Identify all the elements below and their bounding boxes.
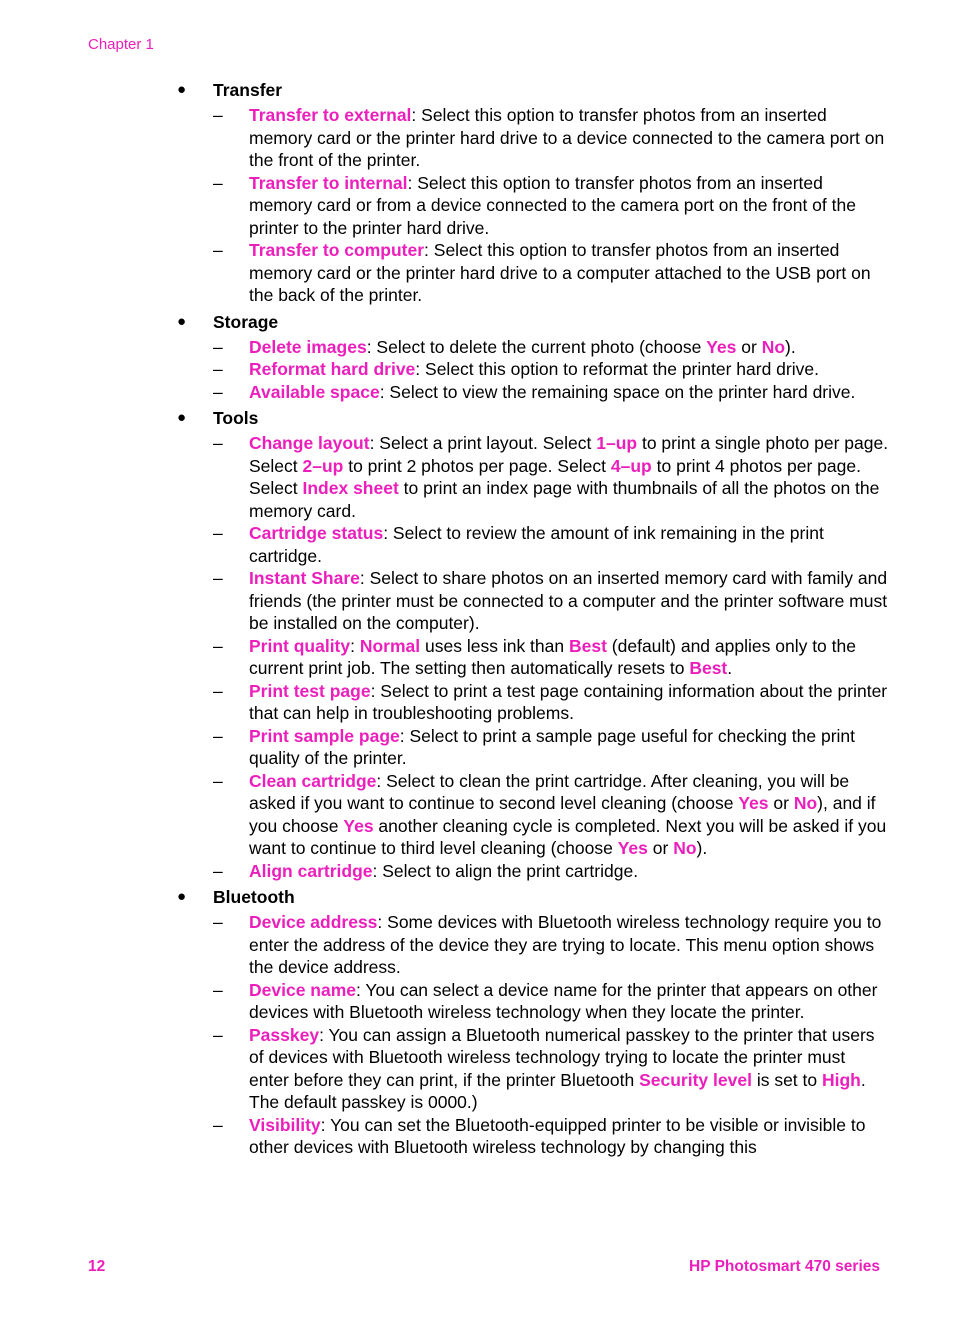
menu-option-term: Normal [359, 635, 421, 656]
item-text: . The default passkey is 0000.) [249, 1069, 866, 1112]
item-text: : [350, 635, 360, 656]
section-title: Storage [213, 311, 279, 332]
list-item [213, 1114, 890, 1159]
item-text: to print a single photo per page. Select [249, 433, 889, 476]
list-item [213, 336, 890, 359]
dash-marker: – [213, 1024, 223, 1045]
menu-option-term: Device address [249, 912, 378, 932]
menu-option-term: Yes [706, 336, 737, 357]
menu-option-term: Print sample page [249, 725, 400, 746]
bullet-icon: ● [177, 409, 187, 426]
item-text: : You can select a device name for the printer that appears on other devices with Bluetooth wireless technology when they locate the printer. [249, 979, 878, 1022]
item-text: ). [785, 336, 796, 357]
bullet-icon: ● [177, 888, 187, 905]
section-title: Bluetooth [213, 887, 295, 907]
list-item [213, 567, 890, 635]
item-text: or [647, 838, 674, 858]
menu-option-term: Yes [343, 815, 374, 836]
item-text: : Some devices with Bluetooth wireless technology require you to enter the address of the device they are trying to locate. This menu option shows the device address. [249, 912, 882, 977]
item-text: is set to [751, 1069, 822, 1090]
dash-marker: – [213, 523, 223, 543]
list-item [213, 172, 890, 240]
list-item [213, 381, 890, 404]
menu-option-term: 2–up [302, 455, 344, 476]
menu-option-term: Passkey [249, 1024, 320, 1045]
item-text: : Select to clean the print cartridge. After cleaning, you will be asked if you want to continue to second level cleaning (choose [249, 770, 850, 813]
item-text: : Select to delete the current photo (choose [366, 336, 707, 357]
item-text: (default) and applies only to the current print job. The setting then automatically resets to [249, 635, 856, 678]
item-text: ). [696, 838, 708, 858]
menu-option-term: Yes [738, 793, 769, 813]
document-body [170, 78, 890, 1162]
menu-option-term: Print quality [249, 635, 351, 656]
menu-option-term: Align cartridge [249, 860, 373, 881]
page-number: 12 [88, 1258, 106, 1275]
item-text: to print an index page with thumbnails of all the photos on the memory card. [249, 478, 880, 521]
dash-marker: – [213, 979, 223, 1000]
item-text: or [736, 336, 762, 357]
menu-option-term: Best [689, 658, 728, 678]
menu-option-term: Best [568, 635, 607, 656]
list-item [213, 770, 890, 860]
dash-marker: – [213, 433, 223, 453]
section-title: Transfer [213, 80, 283, 100]
list-item [213, 680, 890, 725]
menu-option-term: No [761, 336, 786, 357]
item-text: : Select to share photos on an inserted memory card with family and friends (the printer must be connected to a computer and the printer software must be installed on the computer). [249, 568, 888, 633]
menu-option-term: No [793, 793, 818, 813]
dash-marker: – [213, 240, 223, 260]
item-text: : You can assign a Bluetooth numerical passkey to the printer that users of devices with Bluetooth wireless technology trying to locate the printer must enter before they can print, if the printer Bluetooth [249, 1024, 875, 1090]
dash-marker: – [213, 568, 223, 588]
item-text: : Select to print a sample page useful for checking the print quality of the printer. [249, 725, 856, 768]
item-text: : Select a print layout. Select [369, 433, 597, 453]
list-item [213, 635, 890, 680]
bullet-icon: ● [177, 81, 187, 98]
footer-product-name: HP Photosmart 470 series [689, 1258, 880, 1275]
section-storage [170, 310, 890, 404]
section-transfer [170, 78, 890, 307]
list-item [213, 860, 890, 883]
dash-marker: – [213, 381, 223, 402]
menu-option-term: No [673, 838, 697, 858]
item-text: to print 2 photos per page. Select [343, 455, 611, 476]
dash-marker: – [213, 359, 223, 379]
item-text: : Select to print a test page containing information about the printer that can help in troubleshooting problems. [249, 680, 888, 723]
menu-option-term: Delete images [249, 336, 367, 357]
item-text: . [727, 658, 733, 678]
menu-option-term: Cartridge status [249, 523, 384, 543]
menu-option-term: Available space [249, 381, 380, 402]
dash-marker: – [213, 725, 223, 746]
item-text: ), and if you choose [249, 793, 876, 836]
item-text: uses less ink than [420, 635, 569, 656]
list-item [213, 911, 890, 979]
list-item [213, 522, 890, 567]
menu-option-term: Instant Share [249, 568, 360, 588]
menu-option-term: Print test page [249, 680, 371, 701]
section-bluetooth [170, 885, 890, 1159]
menu-option-term: Change layout [249, 433, 370, 453]
list-item [213, 1024, 890, 1114]
list-item [213, 725, 890, 770]
chapter-header: Chapter 1 [88, 36, 154, 53]
list-item [213, 358, 890, 381]
item-text: or [768, 793, 794, 813]
dash-marker: – [213, 680, 223, 701]
item-text: to print 4 photos per page. Select [249, 455, 861, 498]
dash-marker: – [213, 336, 223, 357]
menu-option-term: Clean cartridge [249, 770, 377, 791]
item-text: : Select this option to transfer photos from an inserted memory card or the printer hard drive to a device connected to the camera port on the front of the printer. [249, 105, 885, 170]
list-item [213, 979, 890, 1024]
menu-option-term: Transfer to internal [249, 172, 408, 193]
menu-option-term: Transfer to external [249, 105, 412, 125]
dash-marker: – [213, 912, 223, 932]
menu-option-term: High [821, 1069, 861, 1090]
dash-marker: – [213, 1114, 223, 1135]
bullet-icon: ● [177, 312, 187, 330]
list-item [213, 239, 890, 307]
menu-option-term: 4–up [610, 455, 652, 476]
list-item [213, 104, 890, 172]
dash-marker: – [213, 172, 223, 193]
menu-option-term: Device name [249, 979, 357, 1000]
menu-option-term: Reformat hard drive [249, 359, 416, 379]
item-text: : Select to align the print cartridge. [372, 860, 639, 881]
item-text: : Select to view the remaining space on the printer hard drive. [379, 381, 856, 402]
section-title: Tools [213, 408, 259, 428]
menu-option-term: Visibility [249, 1114, 321, 1135]
section-tools [170, 406, 890, 882]
dash-marker: – [213, 105, 223, 125]
item-text: : Select this option to transfer photos from an inserted memory card or from a device connected to the camera port on the front of the printer to the printer hard drive. [249, 172, 856, 238]
menu-option-term: Yes [617, 838, 648, 858]
menu-option-term: 1–up [596, 433, 638, 453]
item-text: : Select this option to reformat the printer hard drive. [415, 359, 819, 379]
dash-marker: – [213, 860, 223, 881]
menu-option-term: Security level [639, 1069, 752, 1090]
dash-marker: – [213, 635, 223, 656]
menu-option-term: Index sheet [302, 478, 399, 498]
item-text: : You can set the Bluetooth-equipped printer to be visible or invisible to other devices with Bluetooth wireless technology by changing this [249, 1114, 866, 1157]
item-text: another cleaning cycle is completed. Next you will be asked if you want to continue to third level cleaning (choose [249, 815, 887, 858]
item-text: : Select this option to transfer photos from an inserted memory card or the printer hard drive to a computer attached to the USB port on the back of the printer. [249, 240, 871, 305]
menu-option-term: Transfer to computer [249, 240, 425, 260]
list-item [213, 432, 890, 522]
dash-marker: – [213, 770, 223, 791]
item-text: : Select to review the amount of ink remaining in the print cartridge. [249, 523, 824, 566]
